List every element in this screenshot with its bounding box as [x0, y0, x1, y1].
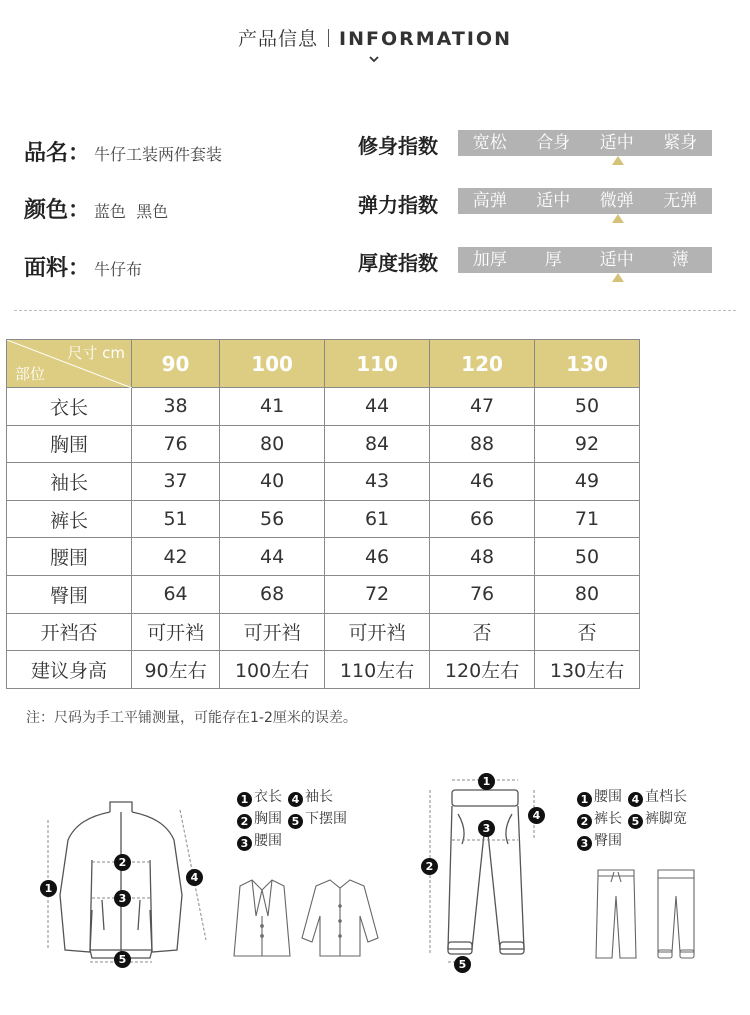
- value-cell: 92: [535, 425, 640, 463]
- legend-num: 3: [577, 836, 592, 851]
- section-divider: [14, 310, 736, 311]
- size-header: 130: [535, 340, 640, 388]
- value-cell: 否: [430, 613, 535, 651]
- pants-marker-3: 3: [478, 820, 495, 837]
- value-cell: 90左右: [132, 651, 220, 689]
- info-row-fabric: 面料： 牛仔布: [24, 256, 143, 281]
- legend-label: 臀围: [594, 833, 622, 849]
- legend-num: 5: [628, 814, 643, 829]
- index-option: 厚: [544, 250, 562, 270]
- index-option: 适中: [536, 191, 571, 211]
- size-header-row: [7, 340, 640, 388]
- pants-marker-2: 2: [421, 858, 438, 875]
- value-cell: 64: [132, 575, 220, 613]
- value-cell: 100左右: [220, 651, 325, 689]
- thickness-index-indicator: [612, 273, 624, 282]
- legend-num: 4: [288, 792, 303, 807]
- value-cell: 80: [220, 425, 325, 463]
- legend-label: 腰围: [594, 789, 622, 805]
- info-label: 颜色: [24, 198, 69, 223]
- legend-num: 2: [577, 814, 592, 829]
- jogger-pants-icon: [594, 866, 638, 962]
- value-cell: 110左右: [325, 651, 430, 689]
- index-option: 无弹: [663, 191, 698, 211]
- stretch-index-indicator: [612, 214, 624, 223]
- stretch-index-bar: [458, 188, 712, 214]
- value-cell: 可开裆: [220, 613, 325, 651]
- value-cell: 61: [325, 500, 430, 538]
- marker-5: 5: [114, 951, 131, 968]
- value-cell: 88: [430, 425, 535, 463]
- value-cell: 72: [325, 575, 430, 613]
- part-cell: 臀围: [7, 575, 132, 613]
- legend-label: 袖长: [305, 789, 333, 805]
- value-cell: 76: [430, 575, 535, 613]
- section-header: [0, 24, 750, 51]
- jacket-legend: [237, 786, 377, 852]
- marker-1: 1: [40, 880, 57, 897]
- size-header: 100: [220, 340, 325, 388]
- corner-part-label: 部位: [15, 365, 46, 383]
- value-cell: 46: [325, 538, 430, 576]
- value-cell: 49: [535, 463, 640, 501]
- value-cell: 51: [132, 500, 220, 538]
- table-row: [7, 651, 640, 689]
- size-header: 90: [132, 340, 220, 388]
- pants-marker-1: 1: [478, 773, 495, 790]
- pants-measure-illustration: [418, 774, 558, 970]
- value-cell: 否: [535, 613, 640, 651]
- legend-label: 下摆围: [305, 811, 347, 827]
- index-option: 适中: [599, 133, 634, 153]
- value-cell: 46: [430, 463, 535, 501]
- value-cell: 44: [220, 538, 325, 576]
- value-cell: 47: [430, 388, 535, 426]
- value-cell: 50: [535, 388, 640, 426]
- value-cell: 44: [325, 388, 430, 426]
- legend-num: 1: [237, 792, 252, 807]
- shirt-icon: [298, 876, 382, 960]
- part-cell: 腰围: [7, 538, 132, 576]
- table-row: [7, 388, 640, 426]
- value-cell: 41: [220, 388, 325, 426]
- part-cell: 胸围: [7, 425, 132, 463]
- value-cell: 120左右: [430, 651, 535, 689]
- pants-legend: [577, 786, 727, 852]
- size-table: [6, 339, 640, 689]
- marker-2: 2: [114, 854, 131, 871]
- legend-num: 4: [628, 792, 643, 807]
- size-header: 120: [430, 340, 535, 388]
- value-cell: 130左右: [535, 651, 640, 689]
- thickness-index-bar: [458, 247, 712, 273]
- value-cell: 可开裆: [325, 613, 430, 651]
- legend-label: 衣长: [254, 789, 282, 805]
- info-label: 面料: [24, 256, 69, 281]
- index-option: 紧身: [663, 133, 698, 153]
- table-row: [7, 575, 640, 613]
- value-cell: 68: [220, 575, 325, 613]
- info-row-name: 品名： 牛仔工装两件套装: [24, 141, 223, 166]
- legend-num: 1: [577, 792, 592, 807]
- legend-num: 3: [237, 836, 252, 851]
- value-cell: 可开裆: [132, 613, 220, 651]
- index-option: 薄: [671, 250, 689, 270]
- header-title-cn: 产品信息: [238, 28, 319, 50]
- value-cell: 40: [220, 463, 325, 501]
- info-value: 蓝色 黑色: [94, 202, 169, 221]
- marker-4: 4: [186, 869, 203, 886]
- table-row: [7, 613, 640, 651]
- stretch-index-label: 弹力指数: [358, 193, 438, 217]
- table-corner-cell: [7, 340, 132, 388]
- value-cell: 43: [325, 463, 430, 501]
- table-row: [7, 538, 640, 576]
- marker-3: 3: [114, 890, 131, 907]
- legend-label: 腰围: [254, 833, 282, 849]
- header-title-en: INFORMATION: [339, 28, 512, 50]
- index-option: 合身: [536, 133, 571, 153]
- legend-num: 5: [288, 814, 303, 829]
- part-cell: 开裆否: [7, 613, 132, 651]
- measurement-note: 注：尺码为手工平铺测量，可能存在1-2厘米的误差。: [26, 710, 357, 726]
- value-cell: 80: [535, 575, 640, 613]
- blazer-icon: [232, 876, 292, 960]
- index-option: 宽松: [472, 133, 507, 153]
- part-cell: 衣长: [7, 388, 132, 426]
- legend-label: 胸围: [254, 811, 282, 827]
- info-label: 品名: [24, 141, 69, 166]
- value-cell: 48: [430, 538, 535, 576]
- value-cell: 50: [535, 538, 640, 576]
- pants-marker-4: 4: [528, 807, 545, 824]
- cuffed-pants-icon: [654, 866, 698, 962]
- index-option: 加厚: [472, 250, 507, 270]
- info-value: 牛仔布: [94, 260, 143, 279]
- index-option: 微弹: [599, 191, 634, 211]
- value-cell: 66: [430, 500, 535, 538]
- value-cell: 38: [132, 388, 220, 426]
- table-row: [7, 500, 640, 538]
- part-cell: 裤长: [7, 500, 132, 538]
- fit-index-bar: [458, 130, 712, 156]
- part-cell: 袖长: [7, 463, 132, 501]
- value-cell: 42: [132, 538, 220, 576]
- value-cell: 56: [220, 500, 325, 538]
- value-cell: 71: [535, 500, 640, 538]
- legend-label: 裤脚宽: [645, 811, 687, 827]
- part-cell: 建议身高: [7, 651, 132, 689]
- index-option: 高弹: [472, 191, 507, 211]
- thickness-index-label: 厚度指数: [358, 251, 438, 275]
- info-value: 牛仔工装两件套装: [94, 145, 223, 164]
- fit-index-indicator: [612, 156, 624, 165]
- size-header: 110: [325, 340, 430, 388]
- value-cell: 76: [132, 425, 220, 463]
- corner-size-label: 尺寸 cm: [67, 344, 125, 362]
- value-cell: 84: [325, 425, 430, 463]
- index-option: 适中: [599, 250, 634, 270]
- table-row: [7, 425, 640, 463]
- fit-index-label: 修身指数: [358, 134, 438, 158]
- legend-label: 直档长: [645, 789, 687, 805]
- header-divider: [328, 29, 329, 47]
- info-row-color: 颜色： 蓝色 黑色: [24, 198, 169, 223]
- chevron-down-icon: [367, 52, 381, 66]
- pants-marker-5: 5: [454, 956, 471, 973]
- legend-label: 裤长: [594, 811, 622, 827]
- value-cell: 37: [132, 463, 220, 501]
- table-row: [7, 463, 640, 501]
- legend-num: 2: [237, 814, 252, 829]
